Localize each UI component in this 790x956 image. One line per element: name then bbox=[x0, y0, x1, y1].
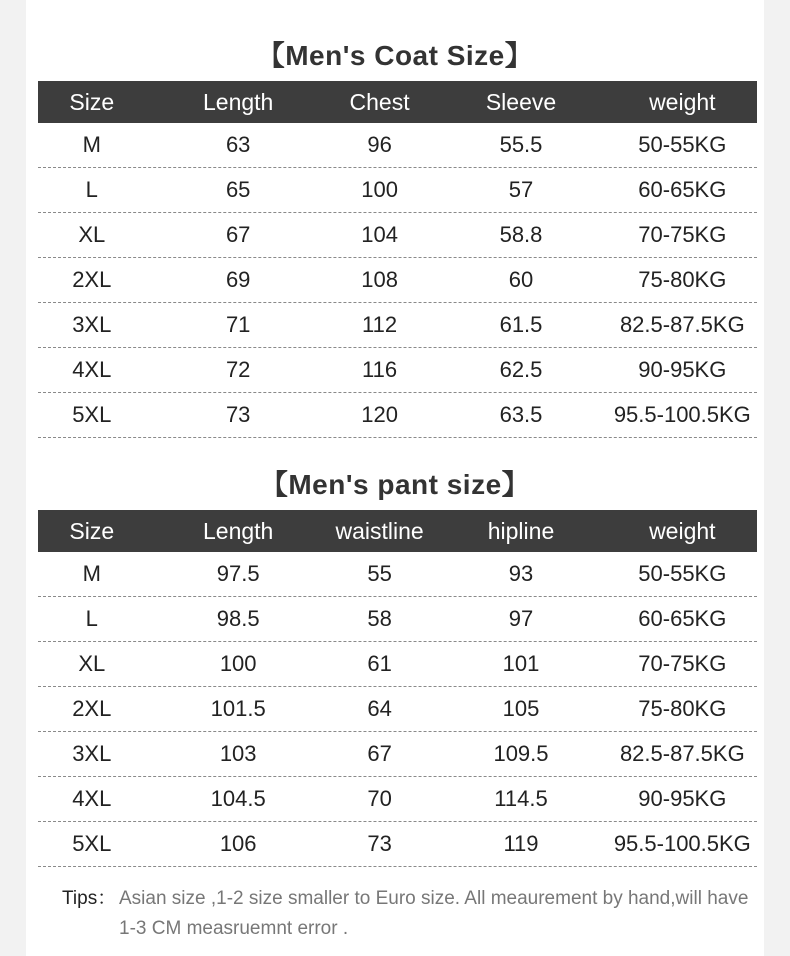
table-cell: 75-80KG bbox=[638, 267, 727, 292]
table-cell: 65 bbox=[225, 177, 251, 202]
table-cell: 104.5 bbox=[210, 786, 266, 811]
table-row bbox=[38, 348, 757, 393]
table-cell: 72 bbox=[225, 357, 251, 382]
table-cell: 3XL bbox=[72, 741, 112, 766]
table-row bbox=[38, 777, 757, 822]
table-cell: 96 bbox=[367, 132, 392, 157]
table-cell: 90-95KG bbox=[638, 786, 727, 811]
table-row bbox=[38, 213, 757, 258]
table-cell: 119 bbox=[503, 831, 539, 856]
column-header: Chest bbox=[349, 88, 410, 115]
table-header bbox=[38, 81, 757, 123]
table-row bbox=[38, 642, 757, 687]
table-cell: 62.5 bbox=[499, 357, 543, 382]
table-cell: 101 bbox=[502, 651, 540, 676]
table-cell: 100 bbox=[361, 177, 398, 202]
column-header: weight bbox=[649, 517, 716, 544]
coat-size-title: 【Men's Coat Size】 bbox=[256, 40, 534, 71]
table-cell: 116 bbox=[362, 357, 398, 382]
table-cell: 90-95KG bbox=[638, 357, 727, 382]
table-cell: 50-55KG bbox=[638, 561, 727, 586]
table-row bbox=[38, 552, 757, 597]
table-cell: 67 bbox=[367, 741, 392, 766]
table-cell: 71 bbox=[225, 312, 251, 337]
table-cell: 73 bbox=[225, 402, 251, 427]
table-cell: 2XL bbox=[72, 696, 112, 721]
table-cell: 5XL bbox=[72, 402, 112, 427]
table-cell: 58.8 bbox=[499, 222, 543, 247]
pant-size-title: 【Men's pant size】 bbox=[259, 469, 531, 500]
table-cell: 95.5-100.5KG bbox=[613, 402, 751, 427]
table-cell: 95.5-100.5KG bbox=[613, 831, 751, 856]
table-cell: 101.5 bbox=[210, 696, 266, 721]
table-cell: 112 bbox=[362, 312, 398, 337]
table-row bbox=[38, 597, 757, 642]
column-header: hipline bbox=[487, 517, 555, 544]
table-cell: 5XL bbox=[72, 831, 112, 856]
table-cell: 98.5 bbox=[216, 606, 260, 631]
column-header: Length bbox=[203, 517, 274, 544]
table-cell: 67 bbox=[225, 222, 251, 247]
table-cell: 97 bbox=[508, 606, 534, 631]
table-cell: 106 bbox=[219, 831, 257, 856]
table-row bbox=[38, 303, 757, 348]
table-cell: 60 bbox=[508, 267, 534, 292]
table-cell: 60-65KG bbox=[638, 177, 727, 202]
table-cell: 69 bbox=[225, 267, 251, 292]
table-header bbox=[38, 510, 757, 552]
table-cell: 60-65KG bbox=[638, 606, 727, 631]
table-cell: 82.5-87.5KG bbox=[619, 312, 745, 337]
tips-text: Asian size ,1-2 size smaller to Euro size. All meaurement by hand,will have 1-3 CM measruemnt error . bbox=[119, 888, 749, 939]
table-cell: 70-75KG bbox=[638, 651, 727, 676]
pant-size-table bbox=[38, 510, 757, 867]
table-cell: M bbox=[82, 132, 101, 157]
table-cell: 97.5 bbox=[216, 561, 260, 586]
column-header: Size bbox=[69, 88, 115, 115]
table-row bbox=[38, 123, 757, 168]
table-row bbox=[38, 732, 757, 777]
table-cell: 3XL bbox=[72, 312, 112, 337]
table-cell: 104 bbox=[361, 222, 398, 247]
table-cell: 63 bbox=[225, 132, 251, 157]
table-cell: 73 bbox=[367, 831, 392, 856]
table-cell: 57 bbox=[508, 177, 534, 202]
table-cell: 64 bbox=[367, 696, 392, 721]
column-header: Size bbox=[69, 517, 115, 544]
table-cell: 61.5 bbox=[499, 312, 543, 337]
tips-label: Tips： bbox=[62, 888, 117, 909]
table-cell: 114.5 bbox=[494, 786, 548, 811]
table-cell: 61 bbox=[367, 651, 392, 676]
table-cell: 109.5 bbox=[493, 741, 549, 766]
table-cell: 70-75KG bbox=[638, 222, 727, 247]
table-cell: 58 bbox=[367, 606, 392, 631]
table-cell: 93 bbox=[508, 561, 534, 586]
table-row bbox=[38, 687, 757, 732]
table-cell: 2XL bbox=[72, 267, 112, 292]
table-cell: 4XL bbox=[72, 786, 112, 811]
table-row bbox=[38, 168, 757, 213]
table-cell: 50-55KG bbox=[638, 132, 727, 157]
table-cell: 82.5-87.5KG bbox=[619, 741, 745, 766]
table-cell: 108 bbox=[361, 267, 398, 292]
table-cell: 63.5 bbox=[499, 402, 543, 427]
table-cell: L bbox=[85, 177, 98, 202]
table-row bbox=[38, 393, 757, 438]
table-cell: 75-80KG bbox=[638, 696, 727, 721]
table-cell: L bbox=[85, 606, 98, 631]
table-row bbox=[38, 258, 757, 303]
table-cell: XL bbox=[78, 651, 106, 676]
column-header: weight bbox=[649, 88, 716, 115]
table-cell: 55.5 bbox=[499, 132, 543, 157]
table-cell: 55 bbox=[367, 561, 392, 586]
table-cell: 103 bbox=[219, 741, 257, 766]
column-header: Length bbox=[203, 88, 274, 115]
column-header: Sleeve bbox=[485, 88, 557, 115]
column-header: waistline bbox=[335, 517, 424, 544]
table-cell: 70 bbox=[367, 786, 392, 811]
table-cell: 100 bbox=[219, 651, 257, 676]
table-cell: M bbox=[82, 561, 101, 586]
table-cell: 4XL bbox=[72, 357, 112, 382]
coat-size-table bbox=[38, 81, 757, 438]
table-cell: 120 bbox=[361, 402, 398, 427]
table-row bbox=[38, 822, 757, 867]
table-cell: 105 bbox=[502, 696, 540, 721]
table-cell: XL bbox=[78, 222, 106, 247]
